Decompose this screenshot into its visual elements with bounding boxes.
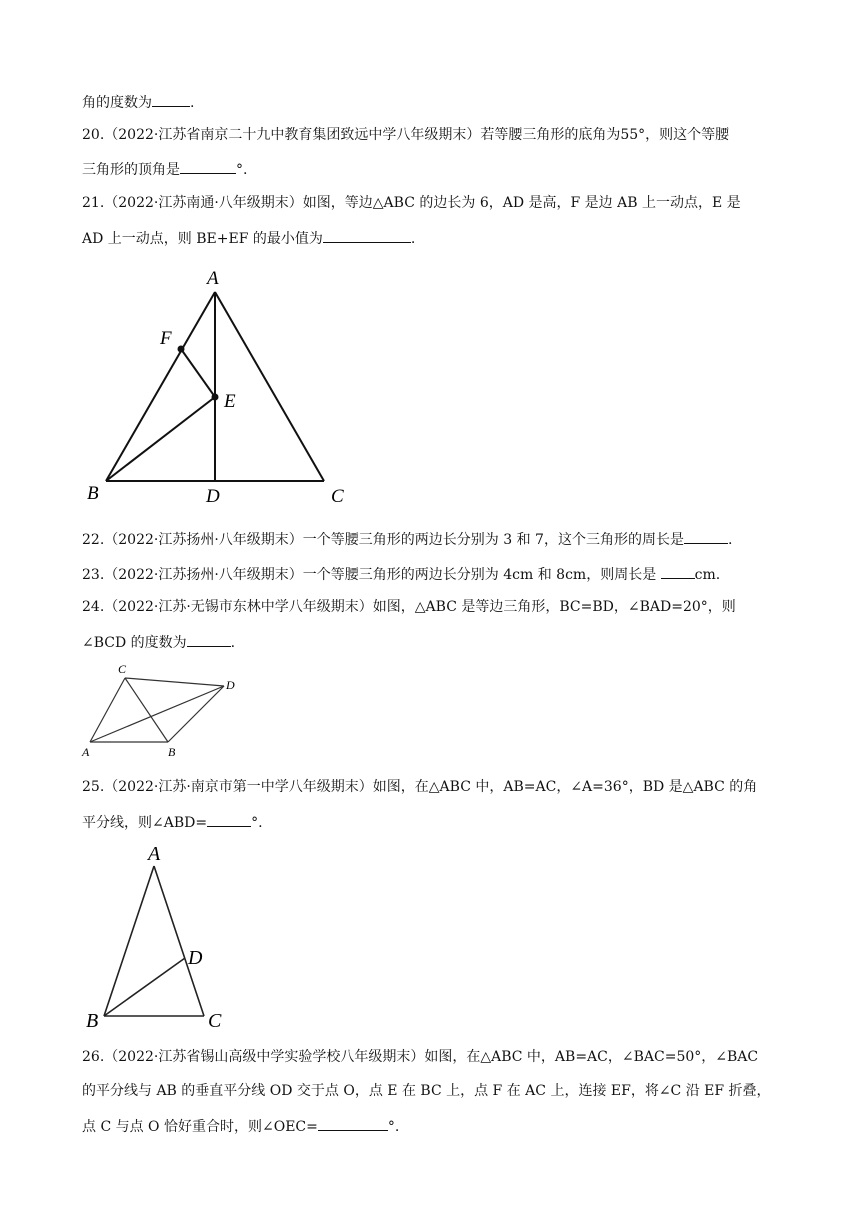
label-d: D [206, 486, 220, 507]
answer-blank[interactable] [318, 1116, 388, 1131]
label-c: C [208, 1010, 222, 1032]
segment-cd [125, 678, 224, 686]
label-b: B [86, 1010, 99, 1032]
label-b: B [87, 483, 99, 504]
q21-line-1: 21.（2022·江苏南通·八年级期末）如图，等边△ABC 的边长为 6，AD 是高，F 是边 AB 上一动点，E 是 [82, 195, 741, 211]
segment-be [106, 397, 215, 481]
answer-blank[interactable] [684, 529, 728, 544]
segment-ac [90, 678, 125, 742]
segment-bd [168, 686, 224, 742]
label-a: A [82, 745, 90, 759]
answer-blank[interactable] [323, 228, 411, 243]
q22-line: 22.（2022·江苏扬州·八年级期末）一个等腰三角形的两边长分别为 3 和 7，这个三角形的周长是 . [82, 529, 732, 549]
bisector-bd [104, 958, 185, 1016]
label-d: D [226, 678, 235, 692]
label-a: A [148, 843, 161, 865]
point-e [212, 394, 219, 401]
q21-line-2: AD 上一动点，则 BE+EF 的最小值为 . [82, 228, 415, 248]
side-ab [104, 866, 154, 1016]
q26-line-3: 点 C 与点 O 恰好重合时，则∠OEC= °. [82, 1116, 399, 1136]
q26-line-2: 的平分线与 AB 的垂直平分线 OD 交于点 O，点 E 在 BC 上，点 F 在 AC 上，连接 EF，将∠C 沿 EF 折叠， [82, 1083, 771, 1099]
answer-blank[interactable] [180, 159, 236, 174]
label-b: B [168, 745, 176, 759]
q24-line-1: 24.（2022·江苏·无锡市东林中学八年级期末）如图，△ABC 是等边三角形，BC=BD，∠BAD=20°，则 [82, 599, 736, 615]
figure-24-quadrilateral [78, 660, 248, 760]
q20-line-1: 20.（2022·江苏省南京二十九中教育集团致远中学八年级期末）若等腰三角形的底角为55°，则这个等腰 [82, 127, 730, 143]
answer-blank[interactable] [152, 92, 190, 107]
label-c: C [331, 486, 344, 507]
label-a: A [207, 268, 219, 289]
side-ac [215, 292, 324, 481]
q20-line-2: 三角形的顶角是 °. [82, 159, 247, 179]
side-ab [106, 292, 215, 481]
q19-continuation: 角的度数为 . [82, 92, 194, 112]
q24-line-2: ∠BCD 的度数为 . [82, 632, 235, 652]
label-d: D [188, 947, 203, 969]
label-c: C [118, 662, 127, 676]
segment-cb [125, 678, 168, 742]
q25-line-1: 25.（2022·江苏·南京市第一中学八年级期末）如图，在△ABC 中，AB=AC，∠A=36°，BD 是△ABC 的角 [82, 779, 758, 795]
q26-line-1: 26.（2022·江苏省锡山高级中学实验学校八年级期末）如图，在△ABC 中，AB=AC，∠BAC=50°，∠BAC [82, 1049, 759, 1065]
answer-blank[interactable] [187, 632, 231, 647]
q23-line: 23.（2022·江苏扬州·八年级期末）一个等腰三角形的两边长分别为 4cm 和 8cm，则周长是 cm. [82, 564, 720, 584]
figure-25-isosceles-triangle [78, 840, 238, 1035]
point-f [178, 346, 185, 353]
side-ac [154, 866, 204, 1016]
segment-ad [90, 686, 224, 742]
figure-21-equilateral-triangle [80, 262, 360, 512]
answer-blank[interactable] [207, 812, 251, 827]
label-e: E [224, 391, 236, 412]
answer-blank[interactable] [661, 564, 695, 579]
label-f: F [160, 328, 172, 349]
segment-fe [181, 349, 215, 397]
q25-line-2: 平分线，则∠ABD= °. [82, 812, 263, 832]
